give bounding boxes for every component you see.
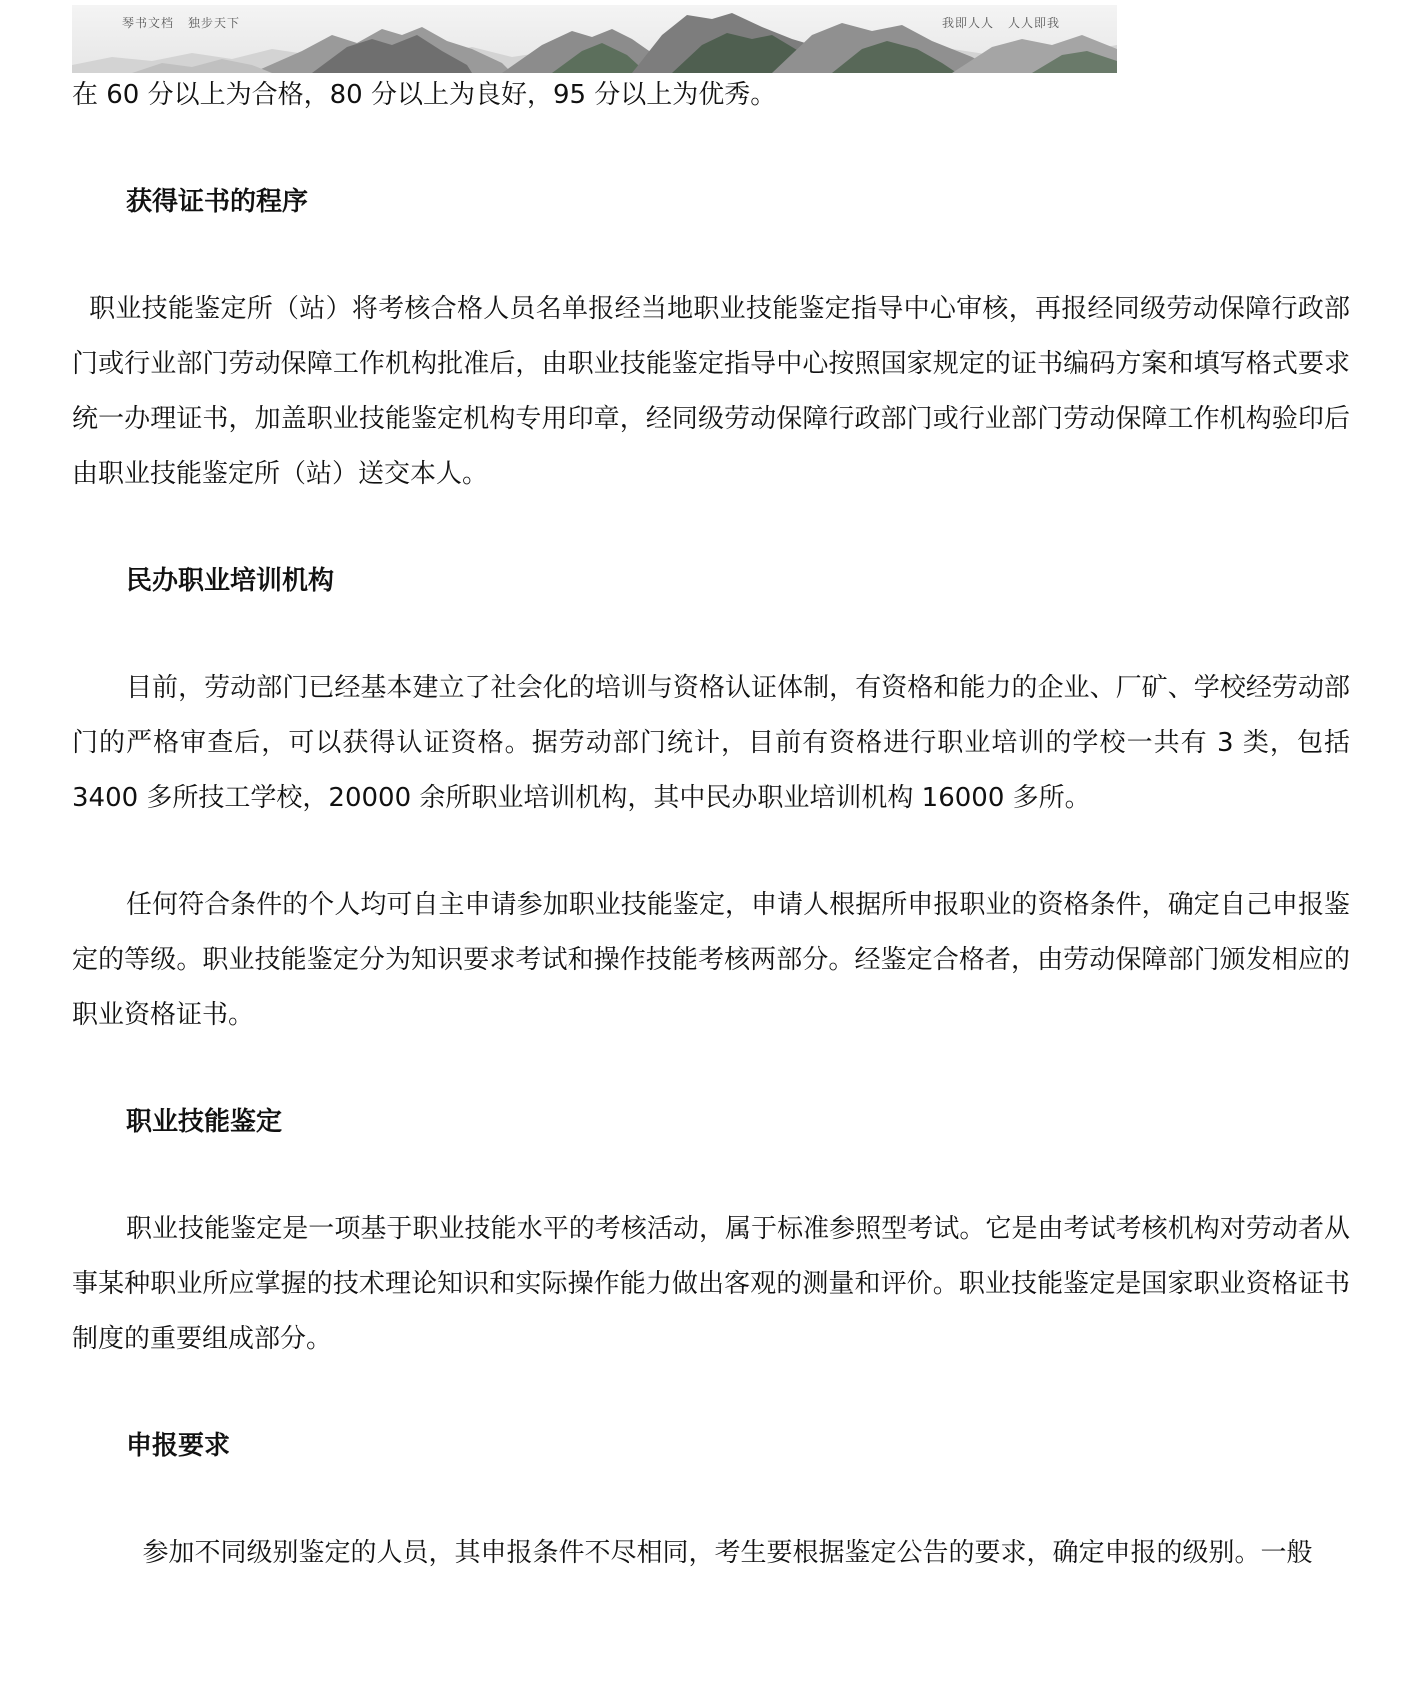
- banner-right-text-1: 我即人人: [942, 16, 995, 30]
- paragraph-skill-appraisal: 职业技能鉴定是一项基于职业技能水平的考核活动，属于标准参照型考试。它是由考试考核机构对劳动者从事某种职业所应掌握的技术理论知识和实际操作能力做出客观的测量和评价。职业技能鉴定是国家职业资格证书制度的重要组成部分。: [72, 1214, 1350, 1354]
- banner-left-text-1: 琴书文档: [122, 16, 175, 30]
- paragraph-private-training: 目前，劳动部门已经基本建立了社会化的培训与资格认证体制，有资格和能力的企业、厂矿、学校经劳动部门的严格审查后，可以获得认证资格。据劳动部门统计，目前有资格进行职业培训的学校一共有 3 类，包括 3400 多所技工学校，20000 余所职业培训机构，其中民办职业培训机构 16000 多所。: [72, 673, 1350, 813]
- banner-right-text-2: 人人即我: [1008, 16, 1061, 30]
- paragraph-application-requirements: 参加不同级别鉴定的人员，其申报条件不尽相同，考生要根据鉴定公告的要求，确定申报的级别。一般: [126, 1538, 1313, 1568]
- document-body: [72, 68, 1350, 1581]
- paragraph-individual-application: 任何符合条件的个人均可自主申请参加职业技能鉴定，申请人根据所申报职业的资格条件，确定自己申报鉴定的等级。职业技能鉴定分为知识要求考试和操作技能考核两部分。经鉴定合格者，由劳动保障部门颁发相应的职业资格证书。: [72, 890, 1350, 1030]
- heading-application-requirements: 申报要求: [126, 1431, 231, 1461]
- paragraph-certificate-procedure: 职业技能鉴定所（站）将考核合格人员名单报经当地职业技能鉴定指导中心审核，再报经同级劳动保障行政部门或行业部门劳动保障工作机构批准后，由职业技能鉴定指导中心按照国家规定的证书编码方案和填写格式要求统一办理证书，加盖职业技能鉴定机构专用印章，经同级劳动保障行政部门或行业部门劳动保障工作机构验印后由职业技能鉴定所（站）送交本人。: [72, 294, 1350, 489]
- banner-left-text: [122, 14, 254, 31]
- heading-skill-appraisal: 职业技能鉴定: [126, 1107, 283, 1137]
- heading-certificate-procedure: 获得证书的程序: [126, 187, 309, 217]
- banner-right-text: [942, 14, 1074, 31]
- banner-left-text-2: 独步天下: [188, 16, 241, 30]
- heading-private-training: 民办职业培训机构: [126, 566, 335, 596]
- paragraph-score-standards: 在 60 分以上为合格，80 分以上为良好，95 分以上为优秀。: [72, 80, 777, 110]
- header-banner: [72, 5, 1117, 73]
